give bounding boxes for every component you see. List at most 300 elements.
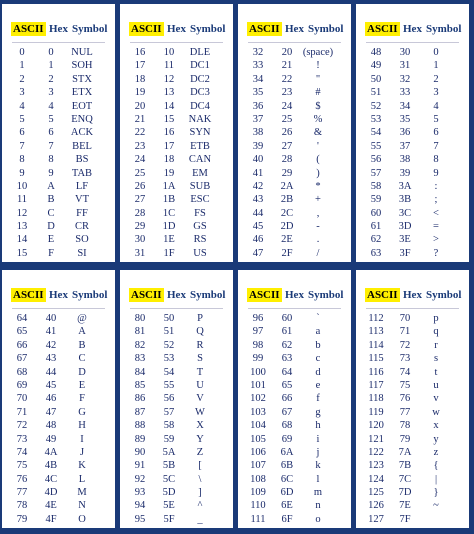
hex-code: 37 <box>399 140 411 152</box>
table-row <box>2 446 115 459</box>
ascii-code: 43 <box>252 194 264 206</box>
ascii-code: 59 <box>370 194 382 206</box>
symbol: y <box>433 433 439 445</box>
ascii-code: 123 <box>368 460 384 472</box>
ascii-code: 60 <box>370 207 382 219</box>
ascii-code: 101 <box>250 379 266 391</box>
hex-code: 35 <box>399 113 411 125</box>
panel-rows <box>2 312 115 526</box>
ascii-code: 95 <box>134 513 146 525</box>
table-row <box>2 433 115 446</box>
ascii-code: 126 <box>368 500 384 512</box>
symbol: . <box>316 234 320 246</box>
ascii-code: 3 <box>19 87 25 99</box>
table-row <box>120 366 233 379</box>
table-row <box>120 325 233 338</box>
symbol: I <box>80 433 84 445</box>
table-row <box>120 59 233 72</box>
table-row <box>2 207 115 220</box>
table-row <box>2 419 115 432</box>
symbol: n <box>315 500 321 512</box>
hex-code: 4F <box>45 513 57 525</box>
hex-code: 51 <box>163 326 175 338</box>
symbol: STX <box>72 73 92 85</box>
symbol: L <box>78 473 86 485</box>
ascii-code: 61 <box>370 221 382 233</box>
hex-code: 5F <box>163 513 175 525</box>
table-row <box>238 207 351 220</box>
symbol: SO <box>75 234 89 246</box>
ascii-code: 97 <box>252 326 264 338</box>
table-row <box>2 339 115 352</box>
panel-rows <box>356 312 469 526</box>
hex-code: 2F <box>281 247 293 259</box>
table-row <box>356 473 469 486</box>
ascii-code: 36 <box>252 100 264 112</box>
ascii-code: 85 <box>134 379 146 391</box>
table-row <box>2 247 115 260</box>
table-row <box>356 233 469 246</box>
panel-header <box>356 22 469 40</box>
table-row <box>356 312 469 325</box>
ascii-code: 48 <box>370 47 382 58</box>
symbol: ETX <box>71 87 93 99</box>
table-row <box>356 406 469 419</box>
symbol: DC2 <box>190 73 210 85</box>
symbol: B <box>78 339 86 351</box>
ascii-code: 87 <box>134 406 146 418</box>
hex-code: 23 <box>281 87 293 99</box>
symbol: A <box>78 326 86 338</box>
panel-rows <box>238 312 351 526</box>
header-symbol: Symbol <box>190 23 226 35</box>
table-row <box>2 86 115 99</box>
ascii-code: 74 <box>16 446 28 458</box>
ascii-code: 100 <box>250 366 266 378</box>
table-row <box>120 352 233 365</box>
table-row <box>356 339 469 352</box>
ascii-code: 45 <box>252 221 264 233</box>
symbol: DC4 <box>190 100 210 112</box>
symbol: U <box>196 379 204 391</box>
symbol: 8 <box>433 154 439 166</box>
hex-code: 4C <box>44 473 58 485</box>
ascii-code: 84 <box>134 366 146 378</box>
table-row <box>238 513 351 526</box>
symbol: v <box>433 393 439 405</box>
header-ascii: ASCII <box>249 289 280 301</box>
symbol: J <box>79 446 85 458</box>
ascii-code: 18 <box>134 73 146 85</box>
hex-code: 45 <box>45 379 57 391</box>
symbol: : <box>434 180 438 192</box>
header-ascii: ASCII <box>13 289 44 301</box>
symbol: D <box>78 366 86 378</box>
symbol: p <box>433 313 439 324</box>
header-symbol: Symbol <box>72 289 108 301</box>
table-row <box>2 100 115 113</box>
table-row <box>2 325 115 338</box>
hex-code: 1E <box>163 234 175 246</box>
ascii-code: 71 <box>16 406 28 418</box>
symbol: 0 <box>433 47 439 58</box>
hex-code: 6F <box>281 513 293 525</box>
header-divider <box>248 308 341 309</box>
symbol: ! <box>316 60 320 72</box>
symbol: ' <box>317 140 319 152</box>
header-ascii: ASCII <box>131 23 162 35</box>
ascii-code: 34 <box>252 73 264 85</box>
panel-header <box>2 288 115 306</box>
table-row <box>2 499 115 512</box>
table-row <box>238 379 351 392</box>
symbol: ` <box>316 313 320 324</box>
symbol: ETB <box>190 140 210 152</box>
ascii-code: 102 <box>250 393 266 405</box>
symbol: Y <box>196 433 204 445</box>
ascii-code: 112 <box>368 313 384 324</box>
hex-code: 65 <box>281 379 293 391</box>
symbol: RS <box>193 234 207 246</box>
hex-code: 5E <box>163 500 175 512</box>
table-row <box>238 46 351 59</box>
hex-code: 5A <box>162 446 176 458</box>
header-divider <box>12 42 105 43</box>
ascii-panel <box>238 270 351 528</box>
table-row <box>356 459 469 472</box>
hex-code: 6E <box>281 500 293 512</box>
table-row <box>356 113 469 126</box>
header-divider <box>130 42 223 43</box>
symbol: NUL <box>71 47 93 58</box>
hex-code: 17 <box>163 140 175 152</box>
panel-header <box>238 22 351 40</box>
ascii-code: 29 <box>134 221 146 233</box>
hex-code: 6C <box>280 473 294 485</box>
hex-code: 43 <box>45 353 57 365</box>
header-hex: Hex <box>49 289 68 301</box>
symbol: K <box>78 460 86 472</box>
header-hex: Hex <box>285 23 304 35</box>
symbol: GS <box>193 221 207 233</box>
symbol: * <box>315 180 321 192</box>
symbol: m <box>313 487 323 499</box>
header-divider <box>12 308 105 309</box>
table-row <box>120 419 233 432</box>
hex-code: 3C <box>398 207 412 219</box>
ascii-code: 15 <box>16 247 28 259</box>
symbol: , <box>316 207 320 219</box>
ascii-code: 53 <box>370 113 382 125</box>
symbol: / <box>316 247 320 259</box>
header-divider <box>366 308 459 309</box>
ascii-code: 33 <box>252 60 264 72</box>
hex-code: 3 <box>48 87 54 99</box>
header-ascii: ASCII <box>367 23 398 35</box>
ascii-code: 26 <box>134 180 146 192</box>
table-row <box>356 247 469 260</box>
hex-code: 3E <box>399 234 411 246</box>
hex-code: 75 <box>399 379 411 391</box>
symbol: r <box>434 339 438 351</box>
ascii-code: 44 <box>252 207 264 219</box>
table-row <box>120 459 233 472</box>
symbol: j <box>316 446 320 458</box>
symbol: ENQ <box>71 113 93 125</box>
hex-code: 14 <box>163 100 175 112</box>
symbol: = <box>433 221 439 233</box>
table-row <box>238 233 351 246</box>
hex-code: 26 <box>281 127 293 139</box>
hex-code: 68 <box>281 420 293 432</box>
hex-code: 59 <box>163 433 175 445</box>
symbol: SYN <box>189 127 211 139</box>
header-ascii: ASCII <box>13 23 44 35</box>
ascii-code: 99 <box>252 353 264 365</box>
hex-code: 16 <box>163 127 175 139</box>
hex-code: 3B <box>398 194 412 206</box>
table-row <box>2 392 115 405</box>
ascii-code: 25 <box>134 167 146 179</box>
hex-code: 57 <box>163 406 175 418</box>
hex-code: 11 <box>163 60 175 72</box>
ascii-code: 21 <box>134 113 146 125</box>
ascii-code: 56 <box>370 154 382 166</box>
header-symbol: Symbol <box>426 289 462 301</box>
ascii-code: 114 <box>368 339 384 351</box>
hex-code: B <box>47 194 55 206</box>
ascii-code: 24 <box>134 154 146 166</box>
ascii-panel <box>2 4 115 262</box>
panel-rows <box>120 46 233 260</box>
panel-header <box>120 288 233 306</box>
hex-code: 2C <box>280 207 294 219</box>
table-row <box>356 325 469 338</box>
hex-code: 67 <box>281 406 293 418</box>
hex-code: 36 <box>399 127 411 139</box>
table-row <box>356 86 469 99</box>
ascii-code: 62 <box>370 234 382 246</box>
table-row <box>238 433 351 446</box>
ascii-code: 115 <box>368 353 384 365</box>
symbol: ] <box>198 487 202 499</box>
symbol: 4 <box>433 100 439 112</box>
symbol: DC1 <box>190 60 210 72</box>
ascii-panel <box>356 270 469 528</box>
symbol: f <box>316 393 320 405</box>
ascii-code: 50 <box>370 73 382 85</box>
ascii-code: 55 <box>370 140 382 152</box>
symbol: 1 <box>433 60 439 72</box>
symbol: 2 <box>433 73 439 85</box>
ascii-code: 93 <box>134 487 146 499</box>
symbol: e <box>315 379 321 391</box>
ascii-code: 11 <box>16 194 28 206</box>
hex-code: 58 <box>163 420 175 432</box>
table-row <box>2 113 115 126</box>
ascii-code: 39 <box>252 140 264 152</box>
table-row <box>356 392 469 405</box>
ascii-code: 31 <box>134 247 146 259</box>
hex-code: 7A <box>398 446 412 458</box>
table-row <box>2 180 115 193</box>
table-row <box>120 406 233 419</box>
symbol: + <box>315 194 321 206</box>
table-row <box>238 339 351 352</box>
hex-code: 69 <box>281 433 293 445</box>
header-symbol: Symbol <box>426 23 462 35</box>
table-row <box>120 193 233 206</box>
table-row <box>356 167 469 180</box>
table-row <box>2 59 115 72</box>
ascii-code: 69 <box>16 379 28 391</box>
hex-code: 0 <box>48 47 54 58</box>
hex-code: 62 <box>281 339 293 351</box>
hex-code: 10 <box>163 47 175 58</box>
hex-code: 33 <box>399 87 411 99</box>
table-row <box>238 473 351 486</box>
ascii-code: 106 <box>250 446 266 458</box>
header-hex: Hex <box>403 23 422 35</box>
table-row <box>356 126 469 139</box>
panel-header <box>356 288 469 306</box>
symbol: R <box>196 339 204 351</box>
hex-code: 21 <box>281 60 293 72</box>
symbol: o <box>315 513 321 525</box>
table-row <box>2 513 115 526</box>
ascii-code: 107 <box>250 460 266 472</box>
ascii-code: 111 <box>250 513 266 525</box>
ascii-code: 89 <box>134 433 146 445</box>
table-row <box>2 126 115 139</box>
ascii-code: 6 <box>19 127 25 139</box>
ascii-code: 57 <box>370 167 382 179</box>
symbol: DC3 <box>190 87 210 99</box>
ascii-code: 47 <box>252 247 264 259</box>
table-row <box>120 513 233 526</box>
ascii-code: 13 <box>16 221 28 233</box>
hex-code: 42 <box>45 339 57 351</box>
table-row <box>238 247 351 260</box>
ascii-code: 16 <box>134 47 146 58</box>
symbol: 5 <box>433 113 439 125</box>
table-row <box>238 86 351 99</box>
ascii-code: 103 <box>250 406 266 418</box>
symbol: CAN <box>188 154 212 166</box>
symbol: | <box>434 473 438 485</box>
header-hex: Hex <box>167 289 186 301</box>
symbol: ESC <box>190 194 210 206</box>
hex-code: 20 <box>281 47 293 58</box>
hex-code: 70 <box>399 313 411 324</box>
table-row <box>2 46 115 59</box>
panel-rows <box>120 312 233 526</box>
table-row <box>120 446 233 459</box>
ascii-panel <box>356 4 469 262</box>
header-ascii: ASCII <box>131 289 162 301</box>
ascii-code: 127 <box>368 513 384 525</box>
symbol: u <box>433 379 439 391</box>
ascii-code: 67 <box>16 353 28 365</box>
hex-code: 78 <box>399 420 411 432</box>
ascii-code: 14 <box>16 234 28 246</box>
table-row <box>2 233 115 246</box>
ascii-code: 4 <box>19 100 25 112</box>
table-row <box>120 220 233 233</box>
hex-code: 41 <box>45 326 57 338</box>
ascii-code: 92 <box>134 473 146 485</box>
hex-code: 71 <box>399 326 411 338</box>
table-row <box>120 113 233 126</box>
hex-code: 7E <box>399 500 411 512</box>
table-row <box>356 446 469 459</box>
table-row <box>2 459 115 472</box>
table-row <box>238 140 351 153</box>
panel-rows <box>2 46 115 260</box>
ascii-code: 0 <box>19 47 25 58</box>
header-hex: Hex <box>49 23 68 35</box>
hex-code: 50 <box>163 313 175 324</box>
ascii-code: 104 <box>250 420 266 432</box>
symbol: X <box>196 420 204 432</box>
hex-code: 5C <box>162 473 176 485</box>
hex-code: 6B <box>280 460 294 472</box>
ascii-code: 46 <box>252 234 264 246</box>
symbol: SOH <box>71 60 93 72</box>
ascii-code: 116 <box>368 366 384 378</box>
hex-code: 24 <box>281 100 293 112</box>
table-row <box>120 473 233 486</box>
hex-code: 1A <box>162 180 176 192</box>
table-row <box>238 486 351 499</box>
hex-code: 7C <box>398 473 412 485</box>
ascii-code: 125 <box>368 487 384 499</box>
table-row <box>120 140 233 153</box>
table-row <box>238 100 351 113</box>
symbol: x <box>433 420 439 432</box>
symbol: ? <box>433 247 439 259</box>
symbol: { <box>433 460 439 472</box>
hex-code: 1F <box>163 247 175 259</box>
symbol: z <box>433 446 439 458</box>
table-row <box>238 220 351 233</box>
symbol: 9 <box>433 167 439 179</box>
table-row <box>356 433 469 446</box>
hex-code: 60 <box>281 313 293 324</box>
ascii-code: 113 <box>368 326 384 338</box>
hex-code: 46 <box>45 393 57 405</box>
hex-code: 2B <box>280 194 294 206</box>
ascii-code: 23 <box>134 140 146 152</box>
table-row <box>356 59 469 72</box>
symbol: \ <box>198 473 202 485</box>
hex-code: 79 <box>399 433 411 445</box>
table-row <box>2 140 115 153</box>
symbol: (space) <box>302 47 334 58</box>
symbol: DLE <box>189 47 211 58</box>
hex-code: 1B <box>162 194 176 206</box>
ascii-code: 79 <box>16 513 28 525</box>
hex-code: 2E <box>281 234 293 246</box>
symbol: d <box>315 366 321 378</box>
hex-code: 2A <box>280 180 294 192</box>
symbol: a <box>315 326 321 338</box>
table-row <box>120 167 233 180</box>
symbol: ( <box>316 154 320 166</box>
ascii-code: 20 <box>134 100 146 112</box>
symbol: N <box>78 500 86 512</box>
symbol: < <box>433 207 439 219</box>
